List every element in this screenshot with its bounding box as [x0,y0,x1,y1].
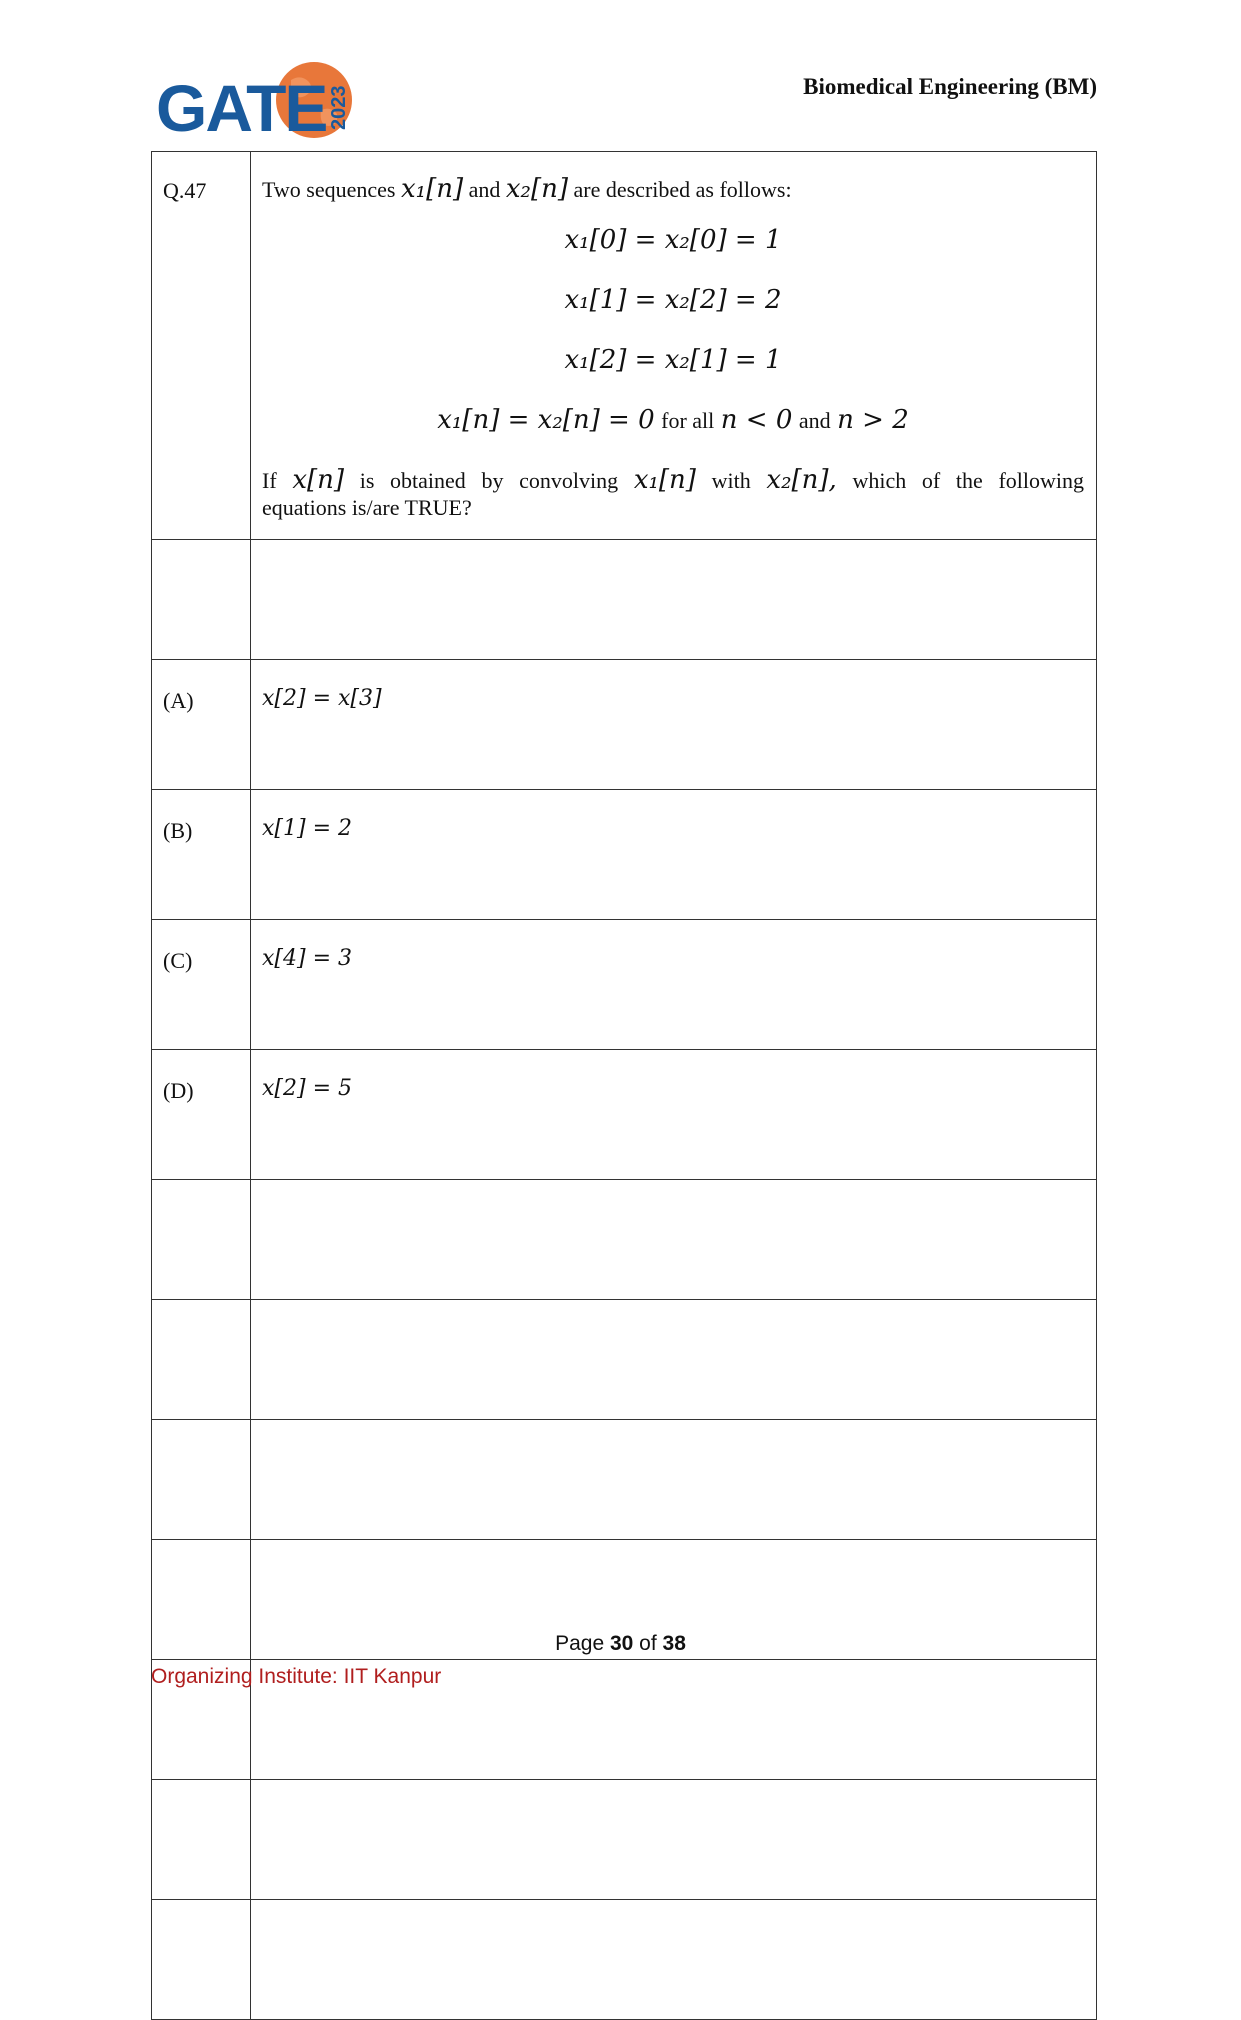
gate-logo [156,58,361,142]
equation-2: x₁[1] = x₂[2] = 2 [564,285,782,315]
option-d-text: x[2] = 5 [251,1050,1097,1180]
question-body [251,152,1097,540]
option-b-row [152,790,1097,920]
option-b-label: (B) [152,790,251,920]
option-c-text: x[4] = 3 [251,920,1097,1050]
option-a-row [152,660,1097,790]
page-number: Page 30 of 38 [555,1632,686,1655]
subject-title: Biomedical Engineering (BM) [803,74,1097,99]
table-row [152,540,1097,660]
option-b-text: x[1] = 2 [251,790,1097,920]
table-row [152,1180,1097,1300]
option-d-label: (D) [152,1050,251,1180]
option-c-label: (C) [152,920,251,1050]
equation-3: x₁[2] = x₂[1] = 1 [564,345,782,375]
option-c-row [152,920,1097,1050]
question-row [152,152,1097,540]
table-row [152,1780,1097,1900]
question-number: Q.47 [152,152,251,540]
question-statement-line2: equations is/are TRUE? [262,495,472,520]
logo-text: GATE [156,71,327,142]
option-d-row [152,1050,1097,1180]
logo-year: 2023 [328,85,350,130]
option-a-text: x[2] = x[3] [251,660,1097,790]
equation-4: x₁[n] = x₂[n] = 0 for all n < 0 and n > 2 [437,405,909,435]
equation-1: x₁[0] = x₂[0] = 1 [564,225,782,255]
table-row [152,1300,1097,1420]
organizing-institute: Organizing Institute: IIT Kanpur [151,1665,442,1688]
option-a-label: (A) [152,660,251,790]
question-statement: If x[n] is obtained by convolving x₁[n] with x₂[n], which of the following [262,465,1084,495]
question-table [151,151,1097,2020]
table-row [152,1900,1097,2020]
table-row [152,1420,1097,1540]
question-intro: Two sequences x₁[n] and x₂[n] are described as follows: [262,174,792,204]
